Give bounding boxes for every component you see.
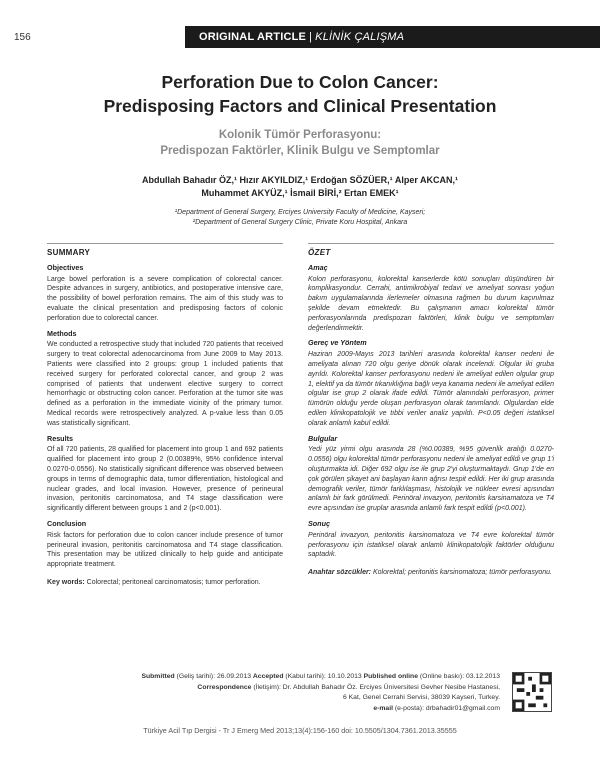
ozet-heading: ÖZET xyxy=(308,248,331,257)
bulgular-text: Yedi yüz yirmi olgu arasında 28 (%0.00389, %95 güvenlik aralığı 0.0270-0.0556) olgu kolorektal tümör perforasyonu nedeni ile ameliyat edildi ve grup 1'i oluşturmakta idi. Diğer 692 olgu ise ile grup 2'yi oluşturmaktaydı. Grup 1'de en çok görülen şikayet ani başlayan karın ağrısı tespit edildi. Her iki grup arasında demografik veriler, tümör farklılaşması, histolojik ve nükleer evresi açısından anlamlı bir fark görülmedi. Perinöral invazyon, peritonitis karsinamatoza ve T4 evre açısından ise gruplar arasında anlamlı fark tespit edildi (p<0.001). xyxy=(308,446,554,513)
amac-heading: Amaç xyxy=(308,262,328,272)
results-text: Of all 720 patients, 28 qualified for placement into group 1 and 692 patients qualified for placement into group 2 (0.00389%, 95% confidence interval 0.0270-0.0556). No statistically significant difference was observed between groups in terms of demographic data, tumor differentiation, histological and nuclear grades, and local invasion. However, presence of perineural invasion, peritonitis carcinomatosa, and T4 stage classification were significantly different between groups 1 and 2 (p<0.001). xyxy=(47,446,283,513)
article-title: Perforation Due to Colon Cancer: Predisposing Factors and Clinical Presentation xyxy=(103,72,497,116)
ozet-column xyxy=(308,248,554,578)
dates-line: Submitted (Geliş tarihi): 26.09.2013 Accepted (Kabul tarihi): 10.10.2013 Published online (Online baskı): 03.12.2013 xyxy=(141,673,500,680)
article-type-banner: ORIGINAL ARTICLE | KLİNİK ÇALIŞMA xyxy=(185,26,600,48)
yontem-text: Haziran 2009-Mayıs 2013 tarihleri arasında kolorektal kanser nedeni ile ameliyata alınan 720 olgu geriye dönük olarak incelendi. Olgular iki gruba ayrıldı. Kolorektal kanser perforasyonu nedeni ile ameliyat edilen olgular grup 1, elektif ya da tümör tıkanıklığına bağlı veya kanama nedeni ile ameliyat edilen olgular ise grup 2 olarak ifade edildi. Tümör alanındaki perforasyon, primer tümörün olduğu yerde oluşan perforasyon olarak tanımlandı. Olgulardan elde edilen klinikopatolojik ve tıbbi veriler analiz yapıldı. P<0.05 değeri istatiksel olarak anlamlı kabul edildi. xyxy=(308,351,554,427)
email-line: e-mail (e-posta): drbahadir01@gmail.com xyxy=(373,704,500,712)
bulgular-heading: Bulgular xyxy=(308,433,338,443)
address-line: 6 Kat, Genel Cerrahi Servisi, 38039 Kayseri, Turkey. xyxy=(342,694,500,701)
page-footer: Türkiye Acil Tıp Dergisi - Tr J Emerg Med 2013;13(4):156-160 doi: 10.5505/1304.7361.2013.35555 xyxy=(143,726,457,735)
ozet-divider xyxy=(308,243,554,244)
summary-divider xyxy=(47,243,283,244)
correspondence-line: Correspondence (İletişim): Dr. Abdullah Bahadır Öz. Erciyes Üniversitesi Gevher Nesibe Hastanesi, xyxy=(197,683,500,691)
affiliations: ¹Department of General Surgery, Erciyes University Faculty of Medicine, Kayseri; ²Department of General Surgery Clinic, Private Koru Hospital, Ankara xyxy=(174,209,426,226)
article-title-tr: Kolonik Tümör Perforasyonu: Predispozan Faktörler, Klinik Bulgu ve Semptomlar xyxy=(160,129,440,157)
summary-heading: SUMMARY xyxy=(47,248,91,257)
page-number: 156 xyxy=(14,32,31,43)
keywords: Key words: Colorectal; peritoneal carcinomatosis; tumor perforation. xyxy=(47,578,261,586)
conclusion-text: Risk factors for perforation due to colon cancer include presence of tumor perineural invasion, peritonitis carcinomatosa and T4 stage classification. This presentation may be utilized clinically to help guide and anticipate appropriate treatment. xyxy=(47,531,283,569)
methods-heading: Methods xyxy=(47,328,77,338)
objectives-text: Large bowel perforation is a severe complication of colorectal cancer. Despite advances in surgery, antibiotics, and postoperative intensive care, the possibility of bowel perforation remains. The aim of this study was to evaluate the clinical presentation and predisposing factors of colonic perforation due to colorectal cancer. xyxy=(47,275,283,322)
sonuc-heading: Sonuç xyxy=(308,518,330,528)
article-type: ORIGINAL ARTICLE xyxy=(199,31,307,43)
methods-text: We conducted a retrospective study that included 720 patients that received surgery to treat colorectal adenocarcinoma from June 2009 to May 2013. Patients were classified into 2 groups: group 1 included patients that received surgery for perforated colorectal cancer, and group 2 was comprised of patients that underwent elective surgery to correct hemorrhagic or obstructing colon cancer. Perforation at the tumor site was defined as a perforation in the immediate vicinity of the primary tumor. Medical records were retrospectively analyzed. A p-value less than 0.05 was statistically significant. xyxy=(47,341,283,427)
conclusion-heading: Conclusion xyxy=(47,518,87,528)
article-meta xyxy=(100,672,500,714)
results-heading: Results xyxy=(47,433,73,443)
qr-code-icon xyxy=(512,672,552,712)
objectives-heading: Objectives xyxy=(47,262,84,272)
article-type-tr: KLİNİK ÇALIŞMA xyxy=(315,31,405,43)
amac-text: Kolon perforasyonu, kolorektal kanserlerde kötü sonuçları düşündüren bir komplikasyondur. Cerrahi, antimikrobiyal tedavi ve ameliyat sonrası yoğun bakım uygulamalarında ilerlemeler olmasına rağmen bu durum kaçınılmaz şekilde devam etmektedir. Bu çalışmanın amacı kolorektal tümör perforasyonlarında predispozan faktörleri, klinik bulgu ve semptomları değerlendirmektir. xyxy=(308,275,554,332)
summary-column xyxy=(47,248,283,588)
anahtar-sozcukler: Anahtar sözcükler: Kolorektal; peritonitis karsinomatoza; tümör perforasyonu. xyxy=(308,569,552,577)
author-list: Abdullah Bahadır ÖZ,¹ Hızır AKYILDIZ,¹ Erdoğan SÖZÜER,¹ Alper AKCAN,¹ Muhammet AKYÜZ,¹ İsmail BİRİ,² Ertan EMEK¹ xyxy=(141,175,458,198)
yontem-heading: Gereç ve Yöntem xyxy=(308,338,367,348)
sonuc-text: Perinöral invazyon, peritonitis karsinomatoza ve T4 evre kolorektal tümör perforasyonu için istatiksel olarak anlamlı klinikopatolojik faktörler olduğunu saptadık. xyxy=(308,531,554,559)
